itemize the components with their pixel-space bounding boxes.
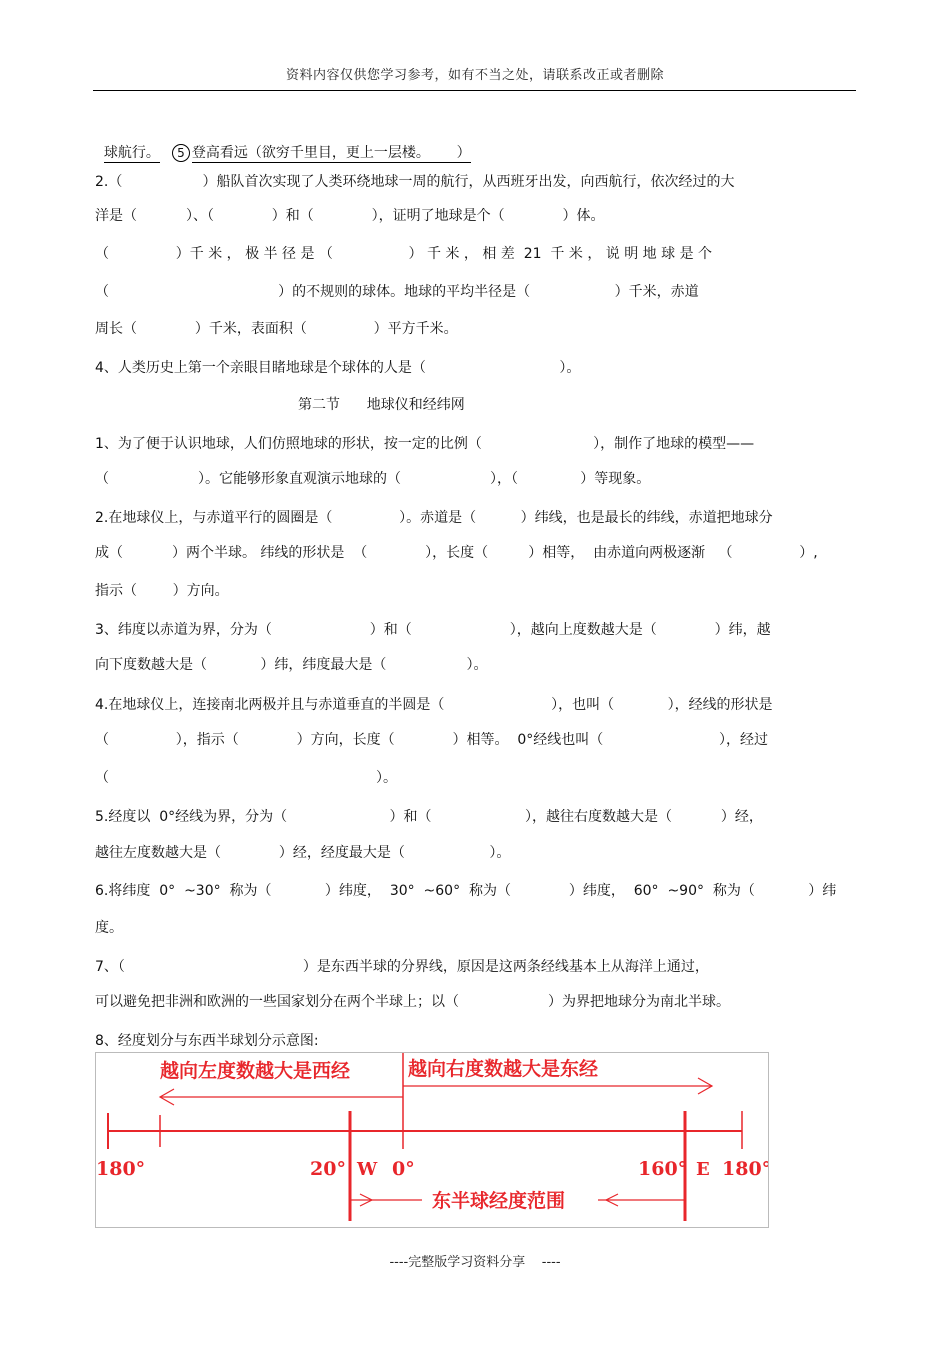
question-line-12: 3、纬度以赤道为界，分为（ ）和（ ），越向上度数越大是（ ）纬，越 xyxy=(95,622,771,638)
question-line-16: （ ）。 xyxy=(95,770,398,786)
question-line-4: （ ）的不规则的球体。地球的平均半径是（ ）千米，赤道 xyxy=(95,284,699,300)
question-line-14: 4.在地球仪上，连接南北两极并且与赤道垂直的半圆是（ ），也叫（ ），经线的形状是 xyxy=(95,697,773,713)
question-line-15: （ ），指示（ ）方向，长度（ ）相等。 0°经线也叫（ ），经过 xyxy=(95,732,768,748)
line-0 xyxy=(95,126,471,162)
question-line-2: 洋是（ ）、（ ）和（ ），证明了地球是个（ ）体。 xyxy=(95,208,605,224)
section-title: 第二节 地球仪和经纬网 xyxy=(298,397,465,413)
west-label: 越向左度数越大是西经 xyxy=(160,1060,351,1082)
question-line-9: 2.在地球仪上，与赤道平行的圆圈是（ ）。赤道是（ ）纬线，也是最长的纬线，赤道把地球分 xyxy=(95,510,773,526)
tick-label-e: E xyxy=(696,1159,710,1180)
question-line-11: 指示（ ）方向。 xyxy=(95,583,229,599)
east-hemisphere-label: 东半球经度范围 xyxy=(432,1190,566,1212)
circled-number: 5 xyxy=(172,144,190,162)
question-line-21: 7、（ ）是东西半球的分界线，原因是这两条经线基本上从海洋上通过， xyxy=(95,959,709,975)
question-line-17: 5.经度以 0°经线为界，分为（ ）和（ ），越往右度数越大是（ ）经， xyxy=(95,809,763,825)
tick-label-w: W xyxy=(357,1159,378,1180)
tick-label-20: 20° xyxy=(310,1158,346,1180)
longitude-diagram-svg xyxy=(96,1053,768,1227)
tick-label-160: 160° xyxy=(638,1158,688,1180)
question-line-3: （ ）千 米 ， 极 半 径 是 （ ） 千 米 ， 相 差 21 千 米 ， 说 明 地 球 是 个 xyxy=(95,246,713,262)
question-line-7: 1、为了便于认识地球，人们仿照地球的形状，按一定的比例（ ），制作了地球的模型—— xyxy=(95,436,755,452)
question-line-6: 4、人类历史上第一个亲眼目睹地球是个球体的人是（ ）。 xyxy=(95,360,581,376)
question-line-10: 成（ ）两个半球。 纬线的形状是 （ ），长度（ ）相等， 由赤道向两极逐渐 （ ）, xyxy=(95,545,818,561)
question-line-8: （ ）。它能够形象直观演示地球的（ ），（ ）等现象。 xyxy=(95,471,651,487)
question-line-18: 越往左度数越大是（ ）经，经度最大是（ ）。 xyxy=(95,845,511,861)
tick-label-0: 0° xyxy=(392,1158,415,1180)
tick-label-180-east: 180° xyxy=(722,1158,768,1180)
question-line-5: 周长（ ）千米，表面积（ ）平方千米。 xyxy=(95,321,458,337)
longitude-diagram xyxy=(95,1052,769,1228)
question-line-13: 向下度数越大是（ ）纬，纬度最大是（ ）。 xyxy=(95,657,488,673)
question-line-23: 8、经度划分与东西半球划分示意图: xyxy=(95,1033,319,1049)
page-footer: ----完整版学习资料分享 ---- xyxy=(389,1255,561,1270)
question-line-20: 度。 xyxy=(95,920,123,936)
page-header: 资料内容仅供您学习参考，如有不当之处，请联系改正或者删除 xyxy=(285,68,664,83)
line-0-prefix: 球航行。 xyxy=(103,145,160,161)
east-label: 越向右度数越大是东经 xyxy=(408,1058,599,1080)
question-line-19: 6.将纬度 0° ~30° 称为（ ）纬度， 30° ~60° 称为（ ）纬度， 60° ~90° 称为（ ）纬 xyxy=(95,883,837,899)
question-line-1: 2.（ ）船队首次实现了人类环绕地球一周的航行，从西班牙出发，向西航行，依次经过的大 xyxy=(95,174,735,190)
question-line-22: 可以避免把非洲和欧洲的一些国家划分在两个半球上；以（ ）为界把地球分为南北半球。 xyxy=(95,994,731,1010)
line-0-text: 登高看远（欲穷千里目，更上一层楼。 ） xyxy=(191,145,471,161)
tick-label-180-west: 180° xyxy=(96,1158,146,1180)
header-rule xyxy=(93,90,856,91)
